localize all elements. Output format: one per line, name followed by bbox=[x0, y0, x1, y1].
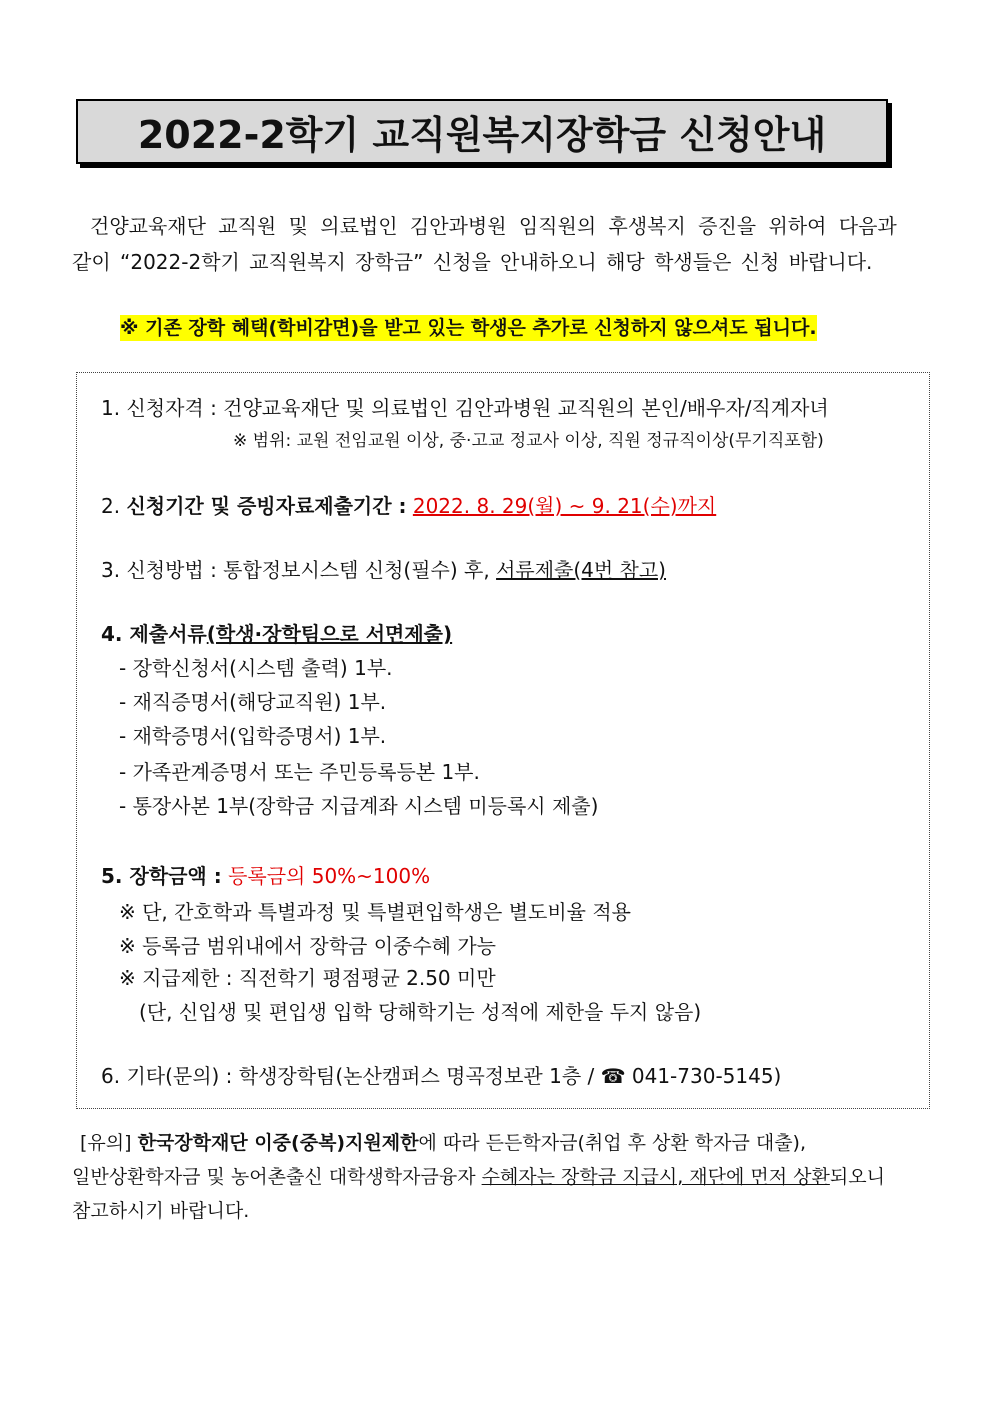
amount-note: (단, 신입생 및 편입생 입학 당해학기는 성적에 제한을 두지 않음) bbox=[139, 1000, 702, 1024]
eligibility-scope: ※ 범위: 교원 전임교원 이상, 중·고교 정교사 이상, 직원 정규직이상(무기직포함) bbox=[233, 431, 824, 451]
caution-rest: 에 따라 든든학자금(취업 후 상환 학자금 대출), bbox=[418, 1132, 807, 1154]
intro-paragraph bbox=[72, 208, 912, 280]
info-box bbox=[76, 372, 930, 1109]
intro-line-2: 같이 “2022-2학기 교직원복지 장학금” 신청을 안내하오니 해당 학생들은 신청 바랍니다. bbox=[72, 250, 873, 274]
document-item: - 재직증명서(해당교직원) 1부. bbox=[119, 690, 387, 714]
document-item: - 통장사본 1부(장학금 지급계좌 시스템 미등록시 제출) bbox=[119, 794, 599, 818]
period-value: 2022. 8. 29(월) ~ 9. 21(수)까지 bbox=[412, 494, 717, 518]
caution-bold: 한국장학재단 이중(중복)지원제한 bbox=[137, 1132, 419, 1154]
caution-prefix: [유의] bbox=[80, 1132, 138, 1154]
highlight-notice bbox=[120, 314, 817, 342]
caution-line-2 bbox=[72, 1160, 932, 1194]
document-item: - 재학증명서(입학증명서) 1부. bbox=[119, 724, 387, 748]
phone-icon: ☎ bbox=[600, 1064, 626, 1088]
period-number: 2. bbox=[101, 494, 127, 518]
amount-row bbox=[101, 861, 430, 891]
method-link: 서류제출(4번 참고) bbox=[496, 558, 666, 582]
document-item: - 가족관계증명서 또는 주민등록등본 1부. bbox=[119, 760, 480, 784]
period-row bbox=[101, 491, 716, 521]
caution-underlined: 수혜자는 장학금 지급시, 재단에 먼저 상환 bbox=[481, 1166, 830, 1188]
eligibility-row: 1. 신청자격 : 건양교육재단 및 의료법인 김안과병원 교직원의 본인/배우자/직계자녀 bbox=[101, 396, 829, 420]
amount-label: 5. 장학금액 : bbox=[101, 864, 222, 888]
documents-label: 4. 제출서류 bbox=[101, 622, 207, 646]
caution-line-3: 참고하시기 바랍니다. bbox=[72, 1200, 250, 1222]
method-label: 3. 신청방법 : 통합정보시스템 신청(필수) 후, bbox=[101, 558, 497, 582]
documents-heading bbox=[101, 619, 452, 649]
caution-line-2-post: 되오니 bbox=[829, 1166, 885, 1188]
method-row bbox=[101, 555, 666, 585]
intro-line-1: 건양교육재단 교직원 및 의료법인 김안과병원 임직원의 후생복지 증진을 위하여 다음과 bbox=[90, 214, 897, 238]
other-row bbox=[101, 1061, 781, 1091]
notice-text: ※ 기존 장학 혜택(학비감면)을 받고 있는 학생은 추가로 신청하지 않으셔도 됩니다. bbox=[120, 317, 817, 339]
amount-value: 등록금의 50%~100% bbox=[228, 864, 431, 888]
amount-note: ※ 단, 간호학과 특별과정 및 특별편입학생은 별도비율 적용 bbox=[119, 900, 631, 924]
amount-note: ※ 등록금 범위내에서 장학금 이중수혜 가능 bbox=[119, 934, 496, 958]
page-title: 2022-2학기 교직원복지장학금 신청안내 bbox=[137, 113, 827, 157]
period-label: 신청기간 및 증빙자료제출기간 : bbox=[126, 494, 407, 518]
caution-line-2-pre: 일반상환학자금 및 농어촌출신 대학생학자금융자 bbox=[72, 1166, 482, 1188]
caution-paragraph bbox=[72, 1126, 932, 1228]
other-label: 6. 기타(문의) : 학생장학팀(논산캠퍼스 명곡정보관 1층 / bbox=[101, 1064, 601, 1088]
caution-line-1 bbox=[72, 1126, 932, 1160]
documents-note: (학생·장학팀으로 서면제출) bbox=[206, 622, 453, 646]
title-box bbox=[76, 99, 888, 164]
other-phone: 041-730-5145) bbox=[625, 1064, 782, 1088]
document-item: - 장학신청서(시스템 출력) 1부. bbox=[119, 656, 393, 680]
amount-note: ※ 지급제한 : 직전학기 평점평균 2.50 미만 bbox=[119, 966, 496, 990]
